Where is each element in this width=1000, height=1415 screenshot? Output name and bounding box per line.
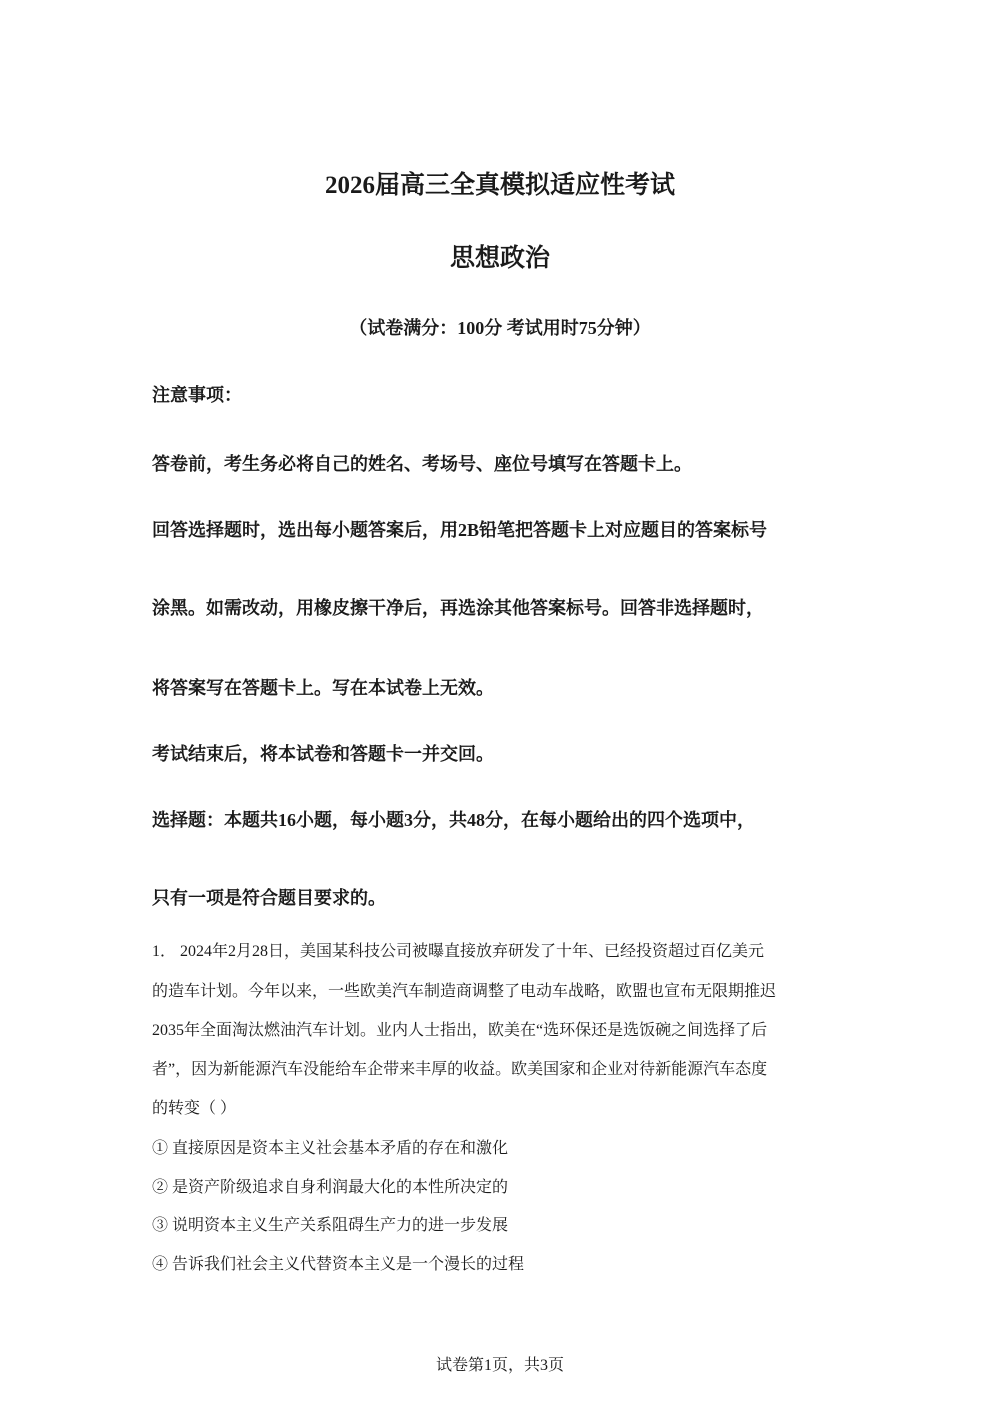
notice-line: 回答选择题时，选出每小题答案后，用2B铅笔把答题卡上对应题目的答案标号 — [152, 520, 768, 540]
notice-line: 答卷前，考生务必将自己的姓名、考场号、座位号填写在答题卡上。 — [152, 454, 692, 474]
notice-line: 涂黑。如需改动，用橡皮擦干净后，再选涂其他答案标号。回答非选择题时， — [152, 598, 764, 618]
question-stem-line: 的转变（ ） — [152, 1100, 237, 1117]
exam-title: 2026届高三全真模拟适应性考试 — [324, 172, 675, 199]
exam-info: （试卷满分：100分 考试用时75分钟） — [349, 318, 651, 338]
section-instruction: 只有一项是符合题目要求的。 — [152, 888, 386, 908]
question-option: ③ 说明资本主义生产关系阻碍生产力的进一步发展 — [152, 1217, 509, 1234]
notice-line: 考试结束后，将本试卷和答题卡一并交回。 — [152, 744, 494, 764]
question-stem-line: 1． 2024年2月28日，美国某科技公司被曝直接放弃研发了十年、已经投资超过百亿美元 — [152, 943, 765, 960]
question-stem-line: 的造车计划。今年以来，一些欧美汽车制造商调整了电动车战略，欧盟也宣布无限期推迟 — [152, 983, 777, 1000]
question-stem-line: 2035年全面淘汰燃油汽车计划。业内人士指出，欧美在“选环保还是选饭碗之间选择了后 — [152, 1022, 768, 1039]
question-option: ④ 告诉我们社会主义代替资本主义是一个漫长的过程 — [152, 1256, 525, 1273]
question-option: ② 是资产阶级追求自身利润最大化的本性所决定的 — [152, 1179, 509, 1196]
page-footer: 试卷第1页，共3页 — [435, 1357, 564, 1374]
question-option: ① 直接原因是资本主义社会基本矛盾的存在和激化 — [152, 1140, 509, 1157]
notice-heading: 注意事项： — [152, 385, 242, 405]
question-stem-line: 者”，因为新能源汽车没能给车企带来丰厚的收益。欧美国家和企业对待新能源汽车态度 — [152, 1061, 768, 1078]
notice-line: 将答案写在答题卡上。写在本试卷上无效。 — [152, 678, 494, 698]
section-instruction: 选择题：本题共16小题，每小题3分，共48分，在每小题给出的四个选项中， — [152, 810, 755, 830]
subject-title: 思想政治 — [449, 245, 550, 272]
